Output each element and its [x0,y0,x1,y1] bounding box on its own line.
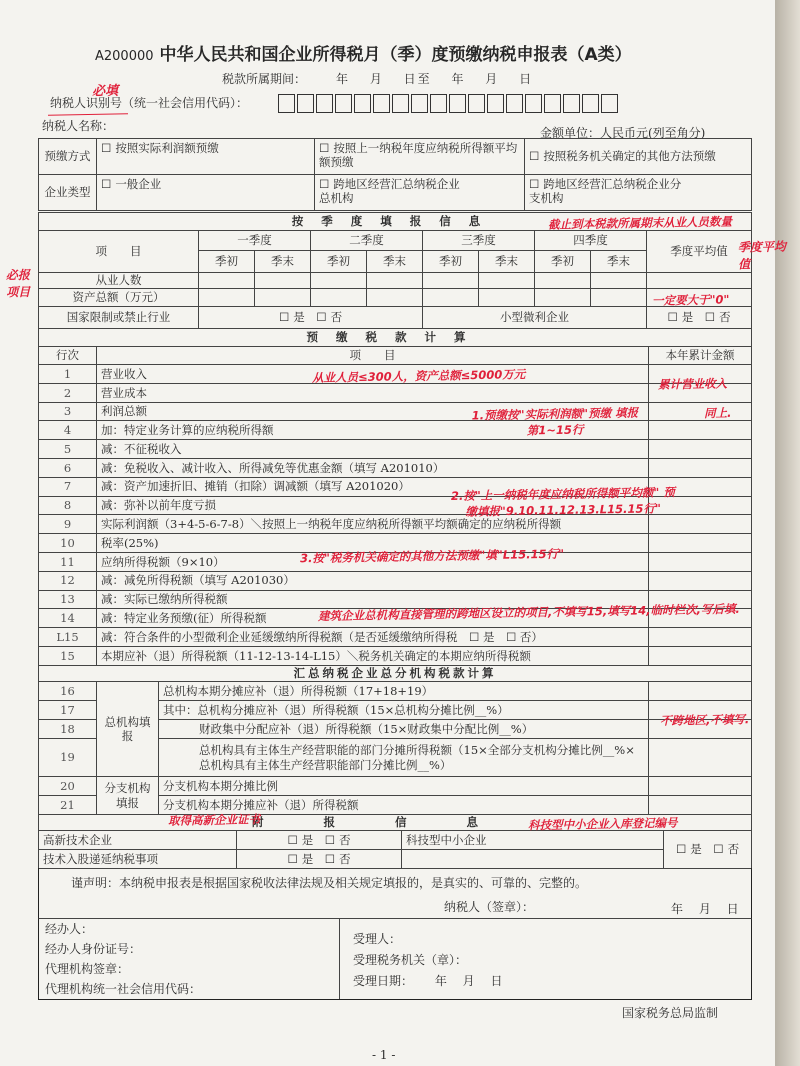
page-edge [775,0,800,1066]
q3-begin: 季初 [423,251,479,273]
cell[interactable] [423,273,479,289]
item-header: 项 目 [39,231,199,273]
line-no: 4 [39,421,97,440]
summary-calc-table [38,665,752,815]
line-text: 营业收入 [97,365,649,384]
acceptance-fields [353,929,502,992]
cell[interactable] [535,273,591,289]
row-assets: 资产总额（万元） [39,289,199,307]
checkbox-yes[interactable]: ☐ 是 [287,852,313,866]
line-text: 实际利润额（3+4-5-6-7-8）＼按照上一纳税年度应纳税所得额平均额确定的应纳税所得额 [97,515,649,534]
line-text: 减：不征税收入 [97,440,649,459]
annotation-quarter-avg: 季度平均值 [737,239,786,272]
line-no: 20 [39,777,97,796]
high-tech-label: 高新技术企业 [39,831,237,850]
amount-unit: 金额单位：人民币元(列至角分) [540,126,706,140]
q3-header: 三季度 [423,231,535,251]
cell[interactable] [647,273,752,289]
type-general[interactable]: ☐ 一般企业 [97,175,315,211]
table-row [39,571,752,590]
cell[interactable] [535,289,591,307]
sme-tech-yes-no[interactable] [664,831,752,869]
line-no: 2 [39,383,97,402]
amount-cell[interactable] [649,440,752,459]
cell[interactable] [311,273,367,289]
annotation-required-items: 必报项目 [5,267,31,300]
line-text: 营业成本 [97,383,649,402]
hq-label: 总机构填报 [97,682,159,777]
cell[interactable] [367,289,423,307]
calc-section-title: 预缴税款计算 [39,329,752,347]
annotation-method3: 3.按"税务机关确定的其他方法预缴"填"L15.15行" [299,546,565,566]
annotation-method1: 1.预缴按"实际利润额"预缴 填报第1~15行 [471,405,639,438]
checkbox-no[interactable]: ☐ 否 [316,310,342,324]
q2-header: 二季度 [311,231,423,251]
restricted-industry-label: 国家限制或禁止行业 [39,307,199,329]
annotation-must-fill: 必填 [91,83,119,100]
amount-cell[interactable] [649,571,752,590]
taxpayer-id-boxes[interactable] [278,94,618,113]
receiver-label[interactable]: 受理人： [353,932,402,946]
q2-begin: 季初 [311,251,367,273]
table-row [39,402,752,421]
sme-tech-label: 科技型中小企业 [402,831,664,850]
method-type-table [38,138,752,211]
checkbox-yes[interactable]: ☐ 是 [676,842,702,856]
line-no: 16 [39,682,97,701]
line-no: 3 [39,402,97,421]
amount-cell[interactable] [649,458,752,477]
q4-end: 季末 [591,251,647,273]
tech-share-label: 技术入股递延纳税事项 [39,850,237,869]
line-text: 减：资产加速折旧、摊销（扣除）调减额（填写 A201020） [97,477,649,496]
line-no: 1 [39,365,97,384]
q3-end: 季末 [479,251,535,273]
checkbox-no[interactable]: ☐ 否 [325,833,351,847]
amount-cell[interactable] [649,739,752,777]
declaration-box [38,868,752,919]
line-text: 财政集中分配应补（退）所得税额（15×财政集中分配比例__%） [159,720,649,739]
annotation-sme-reg-no: 科技型中小企业入库登记编号 [527,815,678,833]
line-text: 其中：总机构分摊应补（退）所得税额（15×总机构分摊比例__%） [159,701,649,720]
line-no: 19 [39,739,97,777]
line-text: 减：特定业务预缴(征）所得税额 [97,609,649,628]
amount-cell[interactable] [649,534,752,553]
amount-cell[interactable] [649,552,752,571]
row-staff: 从业人数 [39,273,199,289]
table-row [39,628,752,647]
amount-cell[interactable] [649,515,752,534]
item-header: 项 目 [97,347,649,365]
checkbox-yes[interactable]: ☐ 是 [667,310,693,324]
line-no: 11 [39,552,97,571]
declaration-date: 年 月 日 [671,902,739,916]
table-row [39,440,752,459]
line-no: 8 [39,496,97,515]
line-text: 总机构本期分摊应补（退）所得税额（17+18+19） [159,682,649,701]
method-label: 预缴方式 [39,139,97,175]
annotation-cumulative-revenue: 累计营业收入 [657,376,728,392]
q1-begin: 季初 [199,251,255,273]
line-text: 减：弥补以前年度亏损 [97,496,649,515]
amount-cell[interactable] [649,402,752,421]
line-text: 应纳所得税额（9×10） [97,552,649,571]
divider [339,919,340,999]
cell[interactable] [255,273,311,289]
cell[interactable] [479,289,535,307]
line-no: 9 [39,515,97,534]
method-tax-authority[interactable]: ☐ 按照税务机关确定的其他方法预缴 [525,139,752,175]
line-header: 行次 [39,347,97,365]
cell[interactable] [311,289,367,307]
cell[interactable] [199,289,255,307]
cell[interactable] [367,273,423,289]
type-branch[interactable]: ☐ 跨地区经营汇总纳税企业分支机构 [525,175,752,211]
line-no: 5 [39,440,97,459]
method-prior-year-average[interactable]: ☐ 按照上一纳税年度应纳税所得额平均额预缴 [315,139,525,175]
small-profit-yes-no[interactable] [647,307,752,329]
amount-cell[interactable] [649,682,752,701]
annotation-high-tech-cert: 取得高新企业证书 [167,812,261,828]
line-text: 减：减免所得税额（填写 A201030） [97,571,649,590]
line-text: 本期应补（退）所得税额（11-12-13-14-L15）＼税务机关确定的本期应纳所得税额 [97,646,649,665]
q4-begin: 季初 [535,251,591,273]
form-title: A200000 中华人民共和国企业所得税月（季）度预缴纳税申报表（A类） [95,45,632,65]
restricted-yes-no[interactable] [199,307,423,329]
line-text: 利润总额 [97,402,649,421]
line-no: 10 [39,534,97,553]
line-no: 12 [39,571,97,590]
amount-cell[interactable] [649,777,752,796]
small-profit-label: 小型微利企业 [423,307,647,329]
tax-office-seal-label[interactable]: 受理税务机关（章）： [353,953,468,967]
cell[interactable] [591,273,647,289]
line-no: 6 [39,458,97,477]
taxpayer-id-row: 纳税人识别号（统一社会信用代码）： [50,94,618,113]
table-row [39,458,752,477]
line-text: 分支机构本期分摊应补（退）所得税额 [159,796,649,815]
annotation-greater-zero: 一定要大于"0" [651,292,730,308]
line-text: 分支机构本期分摊比例 [159,777,649,796]
line-no: 13 [39,590,97,609]
line-no: 14 [39,609,97,628]
q4-header: 四季度 [535,231,647,251]
acceptance-date-label[interactable]: 受理日期： 年 月 日 [353,974,503,988]
table-row [39,421,752,440]
summary-section-title: 汇总纳税企业总分机构税款计算 [39,666,752,682]
cell[interactable] [255,289,311,307]
cell[interactable] [199,273,255,289]
checkbox-yes[interactable]: ☐ 是 [287,833,313,847]
agent-fields [45,919,201,999]
page-number: - 1 - [372,1048,396,1062]
quarter-section-title: 按季度填报信息 [39,213,752,231]
sme-tech-value[interactable] [402,850,664,869]
agent-label[interactable]: 经办人： [45,922,94,936]
high-tech-yes-no[interactable] [237,831,402,850]
table-row [39,515,752,534]
checkbox-no[interactable]: ☐ 否 [705,310,731,324]
supervisor-text: 国家税务总局监制 [622,1006,719,1020]
cell[interactable] [591,289,647,307]
taxpayer-name-label: 纳税人名称： [42,119,115,133]
attached-section-title: 附报信息 [39,815,752,831]
amount-cell[interactable] [649,421,752,440]
checkbox-yes[interactable]: ☐ 是 [279,310,305,324]
line-text: 减：符合条件的小型微利企业延缓缴纳所得税额（是否延缓缴纳所得税 ☐ 是 ☐ 否） [97,628,649,647]
annotation-method2: 2.按"上一纳税年度应纳税所得额平均额" 预缴填报"9.10.11.12.13.L15.15行" [450,485,675,519]
branch-label: 分支机构填报 [97,777,159,815]
line-no: L15 [39,628,97,647]
amount-cell[interactable] [649,796,752,815]
line-text: 税率(25%) [97,534,649,553]
line-no: 17 [39,701,97,720]
agency-code-label[interactable]: 代理机构统一社会信用代码： [45,982,202,996]
amount-cell[interactable] [649,646,752,665]
amount-cell[interactable] [649,628,752,647]
line-text: 减：实际已缴纳所得税额 [97,590,649,609]
q1-header: 一季度 [199,231,311,251]
agent-id-label[interactable]: 经办人身份证号： [45,942,142,956]
agency-seal-label[interactable]: 代理机构签章： [45,962,130,976]
line-no: 21 [39,796,97,815]
q1-end: 季末 [255,251,311,273]
avg-header: 季度平均值 [647,231,752,273]
table-row [39,383,752,402]
method-actual-profit[interactable]: ☐ 按照实际利润额预缴 [97,139,315,175]
q2-end: 季末 [367,251,423,273]
annotation-same-above: 同上. [703,405,732,421]
type-hq[interactable]: ☐ 跨地区经营汇总纳税企业总机构 [315,175,525,211]
line-no: 7 [39,477,97,496]
tech-share-yes-no[interactable] [237,850,402,869]
line-text: 减：免税收入、减计收入、所得减免等优惠金额（填写 A201010） [97,458,649,477]
annotation-small-criteria: 从业人员≤300人，资产总额≤5000万元 [311,367,526,385]
cell[interactable] [479,273,535,289]
amount-header: 本年累计金额 [649,347,752,365]
checkbox-no[interactable]: ☐ 否 [713,842,739,856]
tax-period: 税款所属期间： 年 月 日至 年 月 日 [222,72,534,86]
signature-box [38,918,752,1000]
checkbox-no[interactable]: ☐ 否 [325,852,351,866]
line-text: 总机构具有主体生产经营职能的部门分摊所得税额（15×全部分支机构分摊比例__%×总机构具有主体生产经营职能部门分摊比例__%） [159,739,649,777]
line-text: 加：特定业务计算的应纳税所得额 [97,421,649,440]
declaration-text: 谨声明：本纳税申报表是根据国家税收法律法规及相关规定填报的，是真实的、可靠的、完整的。 [71,876,588,890]
annotation-construction: 建筑企业总机构直接管理的跨地区设立的项目,不填写15,填写14,临时栏次,写后填. [317,601,740,624]
line-no: 18 [39,720,97,739]
cell[interactable] [423,289,479,307]
taxpayer-signature[interactable]: 纳税人（签章）： [444,900,535,914]
line-no: 15 [39,646,97,665]
annotation-no-cross-region: 不跨地区,不填写. [659,712,750,728]
table-row [39,646,752,665]
annotation-period-end-staff: 截止到本税款所属期末从业人员数量 [547,214,733,232]
enterprise-type-label: 企业类型 [39,175,97,211]
